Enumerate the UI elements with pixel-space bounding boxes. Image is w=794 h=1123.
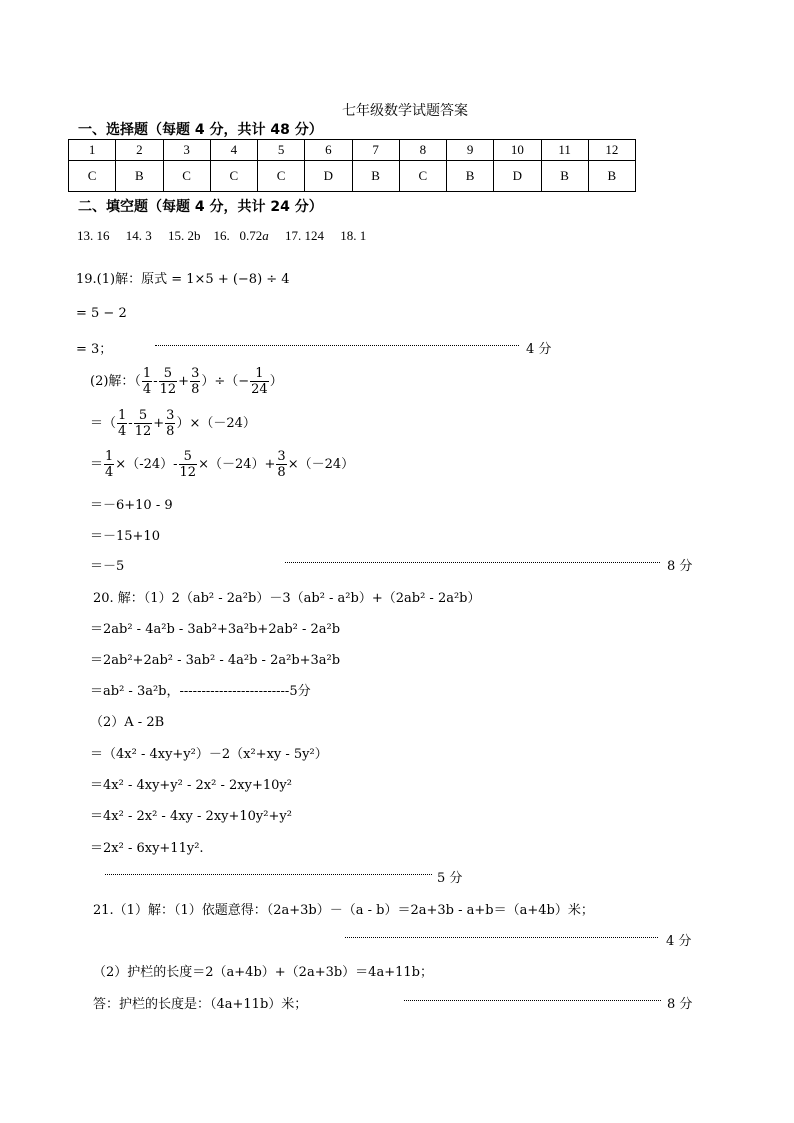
fill-answers-line	[77, 228, 366, 244]
table-cell: C	[399, 161, 446, 192]
fraction: $\frac{1}{24}$	[251, 366, 268, 397]
table-cell: D	[305, 161, 352, 192]
answer-13: 13. 16	[77, 228, 110, 243]
table-cell: 2	[116, 140, 163, 161]
table-cell: D	[494, 161, 541, 192]
dotted-leader	[285, 562, 660, 563]
dotted-leader	[345, 937, 658, 938]
answer-row	[69, 161, 636, 192]
answer-14: 14. 3	[125, 228, 152, 243]
question-number-row	[69, 140, 636, 161]
q20-line-3: ＝2ab²+2ab² - 3ab² - 4a²b - 2a²b+3a²b	[90, 653, 341, 668]
q19-part2-line-1: (2)解：（ $\frac{1}{4}$ - $\frac{5}{12}$ + $\frac{3}{8}$ ）÷（− $\frac{1}{24}$ ）	[90, 366, 283, 397]
table-cell: 12	[588, 140, 635, 161]
fraction: $\frac{3}{8}$	[191, 366, 200, 397]
answer-16: 16.	[213, 228, 230, 243]
choice-answer-table	[68, 139, 636, 192]
q21-line-1: 21.（1）解：（1）依题意得：（2a+3b）－（a - b）＝2a+3b - a+b＝（a+4b）米；	[93, 903, 594, 918]
q19-part2-line-3: ＝ $\frac{1}{4}$ ×（-24）- $\frac{5}{12}$ ×（－24）+ $\frac{3}{8}$ ×（－24）	[90, 449, 355, 480]
table-cell: B	[352, 161, 399, 192]
q20-line-7: ＝4x² - 4xy+y² - 2x² - 2xy+10y²	[90, 778, 292, 793]
table-cell: 6	[305, 140, 352, 161]
fraction: $\frac{1}{4}$	[105, 449, 114, 480]
q19-part2-line-4: ＝－6+10 - 9	[90, 498, 173, 513]
q21-line-3: 答：护栏的长度是：（4a+11b）米；	[93, 997, 308, 1012]
q19-part2-line-5: ＝－15+10	[90, 529, 160, 544]
q20-line-5: （2）A - 2B	[90, 715, 165, 730]
q19-part2-line-2: ＝（ $\frac{1}{4}$ - $\frac{5}{12}$ + $\frac{3}{8}$ ）×（－24）	[90, 408, 256, 439]
table-cell: C	[258, 161, 305, 192]
table-cell: 7	[352, 140, 399, 161]
q19-line-3: = 3；	[76, 342, 113, 357]
table-cell: 11	[541, 140, 588, 161]
table-cell: 5	[258, 140, 305, 161]
answer-18: 18. 1	[340, 228, 367, 243]
q20-line-4: ＝ab² - 3a²b，-------------------------5分	[90, 684, 311, 699]
fraction: $\frac{3}{8}$	[166, 408, 175, 439]
table-cell: B	[447, 161, 494, 192]
table-cell: 1	[69, 140, 116, 161]
table-cell: 8	[399, 140, 446, 161]
fraction: $\frac{3}{8}$	[277, 449, 286, 480]
table-cell: B	[588, 161, 635, 192]
fraction: $\frac{1}{4}$	[118, 408, 127, 439]
fraction: $\frac{5}{12}$	[159, 366, 177, 397]
fraction: $\frac{5}{12}$	[134, 408, 152, 439]
q19-score-2: 8 分	[667, 559, 693, 574]
q19-line-2: = 5 − 2	[76, 306, 127, 321]
answer-16-variable: a	[262, 228, 269, 243]
dotted-leader	[404, 1000, 661, 1001]
q19-score-1: 4 分	[526, 342, 552, 357]
answer-15: 15. 2b	[168, 228, 201, 243]
q20-line-6: ＝（4x² - 4xy+y²）－2（x²+xy - 5y²）	[90, 747, 328, 762]
dotted-leader	[105, 874, 432, 875]
answer-16-value: 0.72	[239, 228, 263, 243]
table-cell: C	[69, 161, 116, 192]
section-heading-choice: 一、选择题（每题 4 分，共计 48 分）	[78, 122, 323, 138]
q20-line-8: ＝4x² - 2x² - 4xy - 2xy+10y²+y²	[90, 809, 292, 824]
section-heading-fill: 二、填空题（每题 4 分，共计 24 分）	[78, 199, 323, 215]
q21-line-2: （2）护栏的长度＝2（a+4b）+（2a+3b）＝4a+11b；	[93, 965, 433, 980]
q19-part2-line-6: ＝－5	[90, 559, 125, 574]
table-cell: C	[163, 161, 210, 192]
q20-score: 5 分	[437, 871, 463, 886]
q20-line-1: 20. 解：（1）2（ab² - 2a²b）－3（ab² - a²b）+（2ab² - 2a²b）	[93, 591, 481, 606]
table-cell: 4	[210, 140, 257, 161]
page-title: 七年级数学试题答案	[342, 103, 468, 119]
q21-score-2: 8 分	[667, 997, 693, 1012]
table-cell: B	[541, 161, 588, 192]
dotted-leader	[155, 345, 519, 346]
fraction: $\frac{5}{12}$	[179, 449, 197, 480]
table-cell: 10	[494, 140, 541, 161]
fraction: $\frac{1}{4}$	[142, 366, 152, 397]
table-cell: 9	[447, 140, 494, 161]
table-cell: C	[210, 161, 257, 192]
q20-line-9: ＝2x² - 6xy+11y².	[90, 841, 204, 856]
q19-line-1: 19.(1)解：原式 = 1×5 + (−8) ÷ 4	[76, 272, 290, 287]
table-cell: B	[116, 161, 163, 192]
dash-leader: -------------------------5分	[179, 684, 311, 699]
q21-score-1: 4 分	[666, 934, 692, 949]
table-cell: 3	[163, 140, 210, 161]
q20-line-2: ＝2ab² - 4a²b - 3ab²+3a²b+2ab² - 2a²b	[90, 622, 341, 637]
answer-17: 17. 124	[285, 228, 324, 243]
